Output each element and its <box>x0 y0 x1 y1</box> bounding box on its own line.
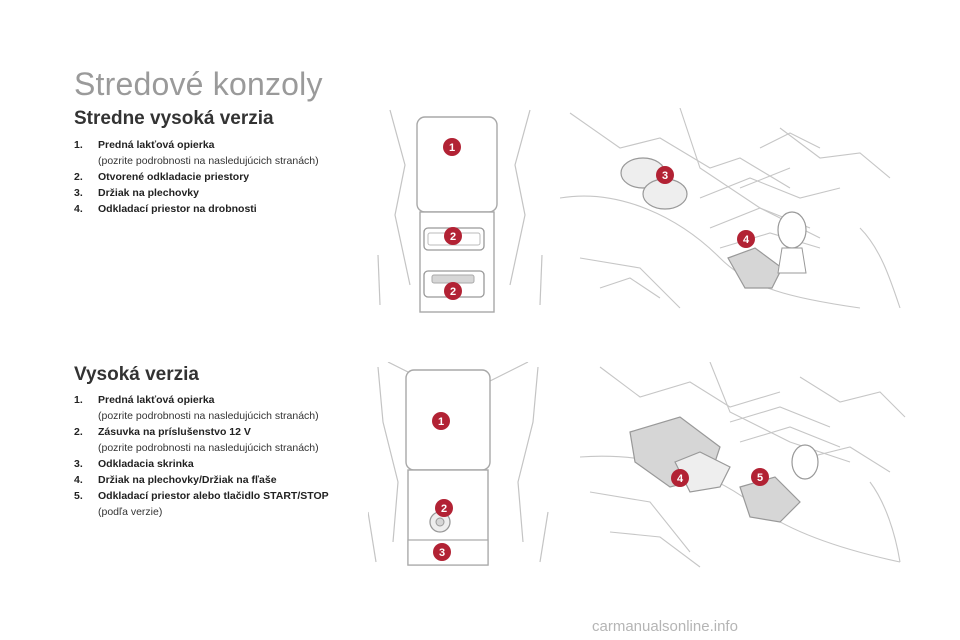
callout-badge <box>751 468 769 486</box>
callout-badge <box>737 230 755 248</box>
svg-text:2: 2 <box>449 286 457 298</box>
item-list-high <box>74 392 344 520</box>
callout-badge <box>656 166 674 184</box>
watermark: carmanualsonline.info <box>592 618 738 635</box>
callout-badge <box>433 543 451 561</box>
list-item: 4. Držiak na plechovky/Držiak na fľaše <box>74 474 277 486</box>
list-item: 1. Predná lakťová opierka (pozrite podrobnosti na nasledujúcich stranách) <box>74 394 319 422</box>
svg-text:5: 5 <box>756 472 764 484</box>
svg-text:3: 3 <box>661 170 669 182</box>
console-perspective-illustration-high <box>580 362 910 577</box>
svg-text:1: 1 <box>437 416 445 428</box>
list-item: 2. Otvorené odkladacie priestory <box>74 171 250 183</box>
page-title: Stredové konzoly <box>74 66 323 102</box>
console-perspective-illustration-mid-high <box>560 108 905 318</box>
section-title-mid-high: Stredne vysoká verzia <box>74 108 274 129</box>
console-top-view-illustration-mid-high <box>370 105 550 320</box>
svg-text:2: 2 <box>449 231 457 243</box>
svg-text:1: 1 <box>448 142 456 154</box>
list-item: 3. Odkladacia skrinka <box>74 458 194 470</box>
list-item: 5. Odkladací priestor alebo tlačidlo START/STOP (podľa verzie) <box>74 490 329 518</box>
callout-badge <box>432 412 450 430</box>
svg-text:2: 2 <box>440 503 448 515</box>
list-item: 2. Zásuvka na príslušenstvo 12 V (pozrite podrobnosti na nasledujúcich stranách) <box>74 426 319 454</box>
callout-badge <box>671 469 689 487</box>
list-item: 3. Držiak na plechovky <box>74 187 199 199</box>
list-item: 4. Odkladací priestor na drobnosti <box>74 203 257 215</box>
list-item: 1. Predná lakťová opierka (pozrite podrobnosti na nasledujúcich stranách) <box>74 139 319 167</box>
callout-badge <box>444 282 462 300</box>
svg-text:3: 3 <box>438 547 446 559</box>
callout-badge <box>444 227 462 245</box>
item-list-mid-high <box>74 137 344 217</box>
svg-text:4: 4 <box>742 234 750 246</box>
callout-badge <box>443 138 461 156</box>
callout-badge <box>435 499 453 517</box>
console-top-view-illustration-high <box>368 362 553 577</box>
section-title-high: Vysoká verzia <box>74 364 199 385</box>
svg-text:4: 4 <box>676 473 684 485</box>
